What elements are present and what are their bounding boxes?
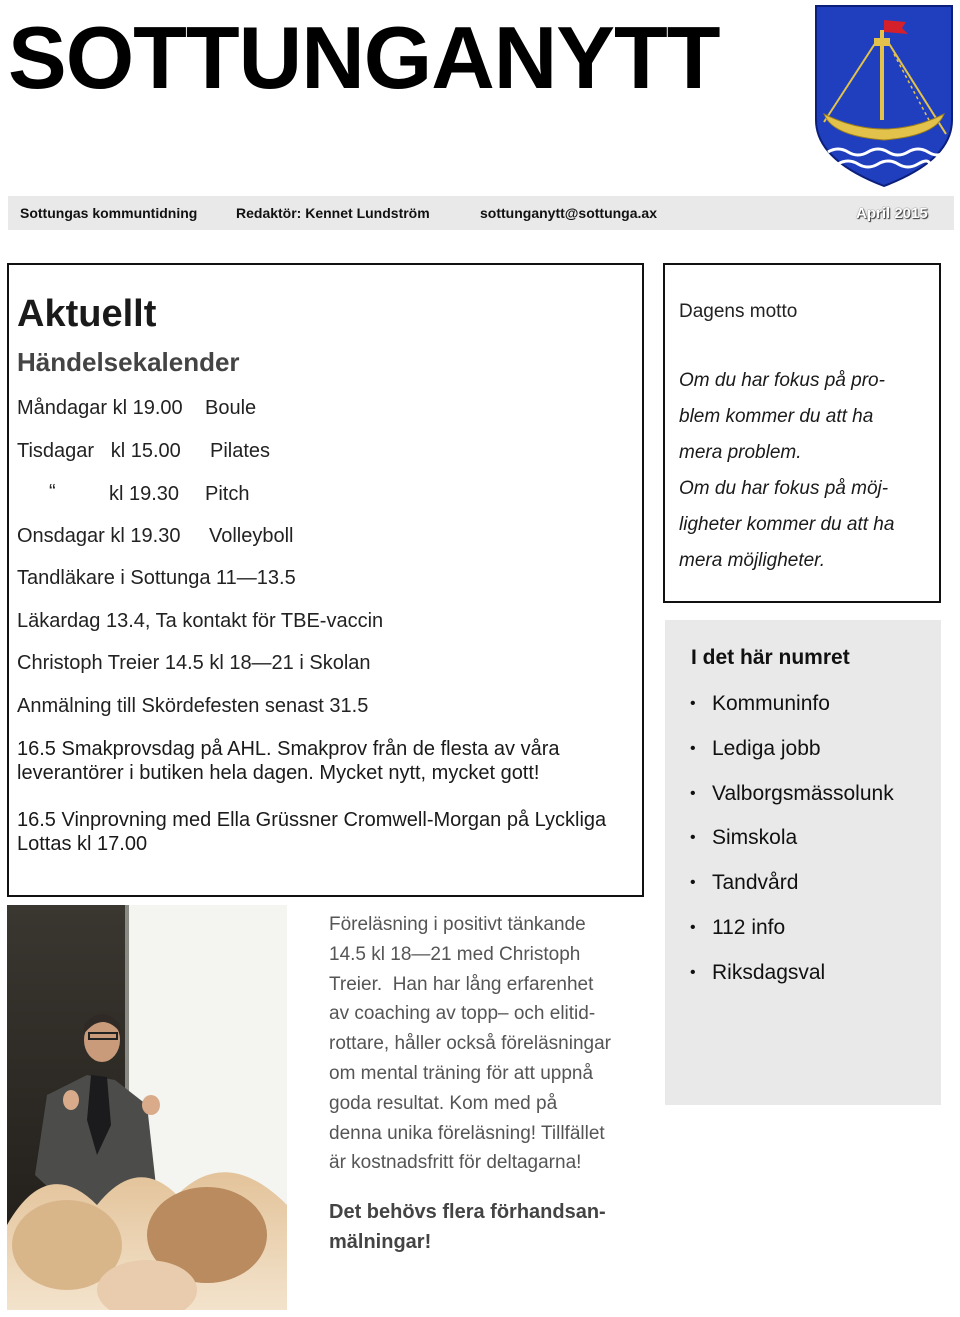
motto-line: ligheter kommer du att ha: [679, 514, 895, 535]
motto-line: blem kommer du att ha: [679, 406, 874, 427]
notice: Läkardag 13.4, Ta kontakt för TBE-vaccin: [17, 610, 384, 632]
event-day: Onsdagar kl 19.30: [17, 525, 181, 547]
event-day: Tisdagar kl 15.00: [17, 440, 181, 462]
event-activity: Pitch: [205, 483, 250, 505]
lecture-line: av coaching av topp– och elitid-: [329, 1003, 596, 1025]
lecture-line: Föreläsning i positivt tänkande: [329, 914, 586, 935]
motto-title: Dagens motto: [679, 301, 798, 322]
notice: Tandläkare i Sottunga 11—13.5: [17, 567, 296, 589]
lecture-line: goda resultat. Kom med på: [329, 1092, 558, 1114]
tagline: Sottungas kommuntidning: [20, 205, 198, 221]
event-day: Måndagar kl 19.00: [17, 397, 183, 419]
notice: Christoph Treier 14.5 kl 18—21 i Skolan: [17, 652, 371, 674]
ditto-mark: “: [49, 481, 56, 503]
contents-box: [665, 620, 941, 1105]
contents-item: • Tandvård: [690, 861, 894, 906]
editor: Redaktör: Kennet Lundström: [236, 205, 430, 221]
lecture-text: [329, 910, 649, 1178]
contents-item: • Riksdagsval: [690, 951, 894, 996]
calendar-heading: Händelsekalender: [17, 347, 240, 377]
motto-line: Om du har fokus på möj-: [679, 478, 889, 499]
motto-text: [679, 363, 894, 579]
contents-item: • Valborgsmässolunk: [690, 772, 894, 817]
event-day: kl 19.30: [109, 483, 180, 505]
contents-item: • Lediga jobb: [690, 727, 894, 772]
contents-item: • Simskola: [690, 816, 894, 861]
registration-line: Det behövs flera förhandsan-: [329, 1201, 606, 1223]
notice-paragraph: 16.5 Smakprovsdag på AHL. Smakprov från de flesta av våra leverantörer i butiken hela dagen. Mycket nytt, mycket gott!: [17, 738, 560, 784]
event-activity: Volleyboll: [209, 525, 294, 547]
contents-list: [690, 682, 894, 996]
issue-date: April 2015: [856, 205, 928, 222]
lecture-line: denna unika föreläsning! Tillfället: [329, 1122, 605, 1144]
lecture-photo: [7, 905, 287, 1310]
notice-paragraph: 16.5 Vinprovning med Ella Grüssner Cromwell-Morgan på Lyckliga Lottas kl 17.00: [17, 809, 607, 855]
info-bar: [8, 196, 954, 230]
newsletter-title: SOTTUNGANYTT: [8, 8, 720, 107]
lecture-line: om mental träning för att uppnå: [329, 1062, 594, 1084]
event-activity: Pilates: [210, 440, 271, 462]
event-activity: Boule: [205, 397, 257, 419]
registration-line: mälningar!: [329, 1231, 432, 1253]
contents-item: • Kommuninfo: [690, 682, 894, 727]
notice: Anmälning till Skördefesten senast 31.5: [17, 695, 369, 717]
lecture-line: rottare, håller också föreläsningar: [329, 1033, 611, 1055]
contents-item: • 112 info: [690, 906, 894, 951]
aktuellt-section: [7, 263, 644, 897]
email-address: sottunganytt@sottunga.ax: [480, 205, 657, 221]
lecture-line: Treier. Han har lång erfarenhet: [329, 973, 594, 995]
contents-title: I det här numret: [691, 646, 850, 669]
motto-line: mera möjligheter.: [679, 550, 826, 571]
registration-note: [329, 1197, 606, 1257]
coat-of-arms-logo: [810, 2, 958, 188]
section-heading: Aktuellt: [17, 293, 157, 335]
motto-line: mera problem.: [679, 442, 802, 463]
lecture-line: 14.5 kl 18—21 med Christoph: [329, 943, 581, 965]
motto-box: [663, 263, 941, 603]
motto-line: Om du har fokus på pro-: [679, 370, 885, 391]
lecture-line: är kostnadsfritt för deltagarna!: [329, 1152, 582, 1174]
